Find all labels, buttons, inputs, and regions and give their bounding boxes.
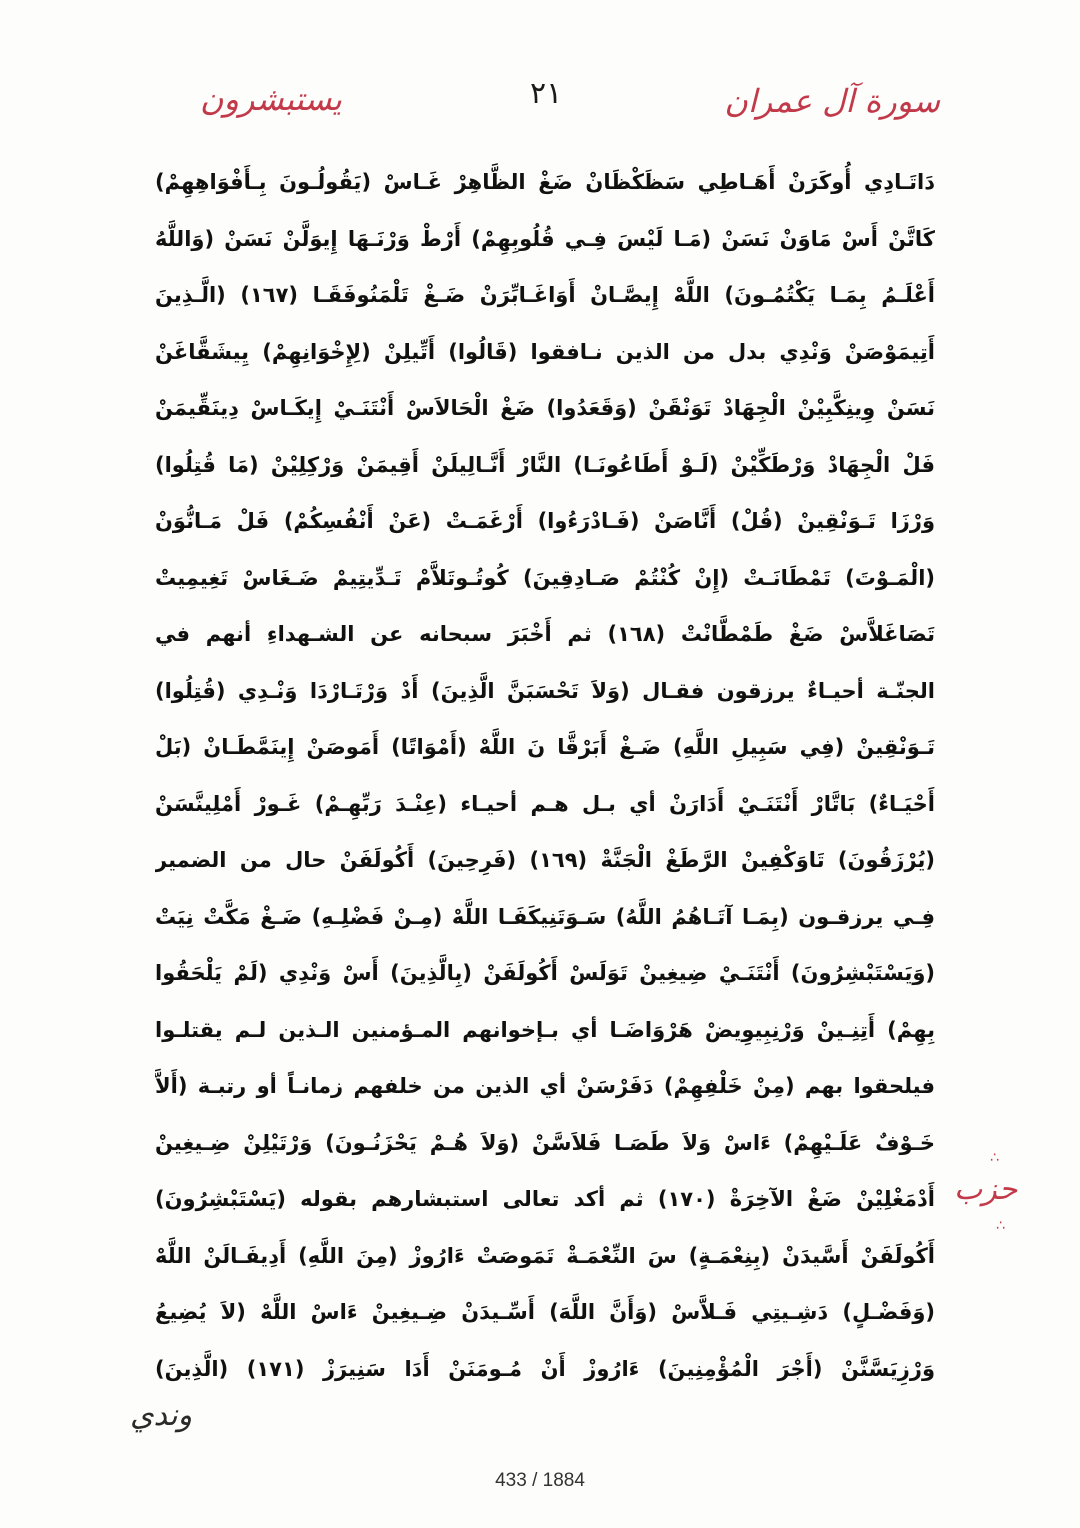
hizb-ornament-icon: ∴ (990, 1150, 999, 1166)
page-number: ٢١ (530, 76, 563, 111)
bottom-catchword: وندي (130, 1398, 193, 1433)
text-line: أَعْلَـمُ بِمَـا يَكْتُمُـونَ) اللَّهْ إِيصَّـانْ أَوَاغَـابِّرَنْ ضَـغْ تَلْمَنُوفَقَـا (١٦٧) (الَّـذِينَ (155, 283, 935, 307)
page-header (190, 70, 950, 140)
hizb-label: حزب (954, 1172, 1018, 1207)
text-line: فِـي يرزقـون (بِمَـا آتَـاهُمُ اللَّهُ) سَـوَتَنِيكَفَـا اللَّهْ (مِـنْ فَضْلِـهِ) ضَـغْ مَكَّتْ نِيَتْ (155, 904, 935, 929)
main-text-block (155, 154, 935, 1397)
text-line: فَلْ الْجِهَادْ وَرْطَكِّيْنْ (لَـوْ أَطَاعُونَـا) النَّارْ أَنَّـالِيلَنْ أَقِيمَنْ وَرْكِلِيْنْ (مَا قُتِلُوا) (155, 452, 935, 477)
text-line: (يُرْزَقُونَ) تَاوَكْفِينْ الرَّطَغْ الْجَنَّةْ (١٦٩) (فَرِحِينَ) أَكُولَفَنْ حال من الضمير (155, 848, 935, 872)
text-line: فيلحقوا بهم (مِنْ خَلْفِهِمْ) دَفَرْسَنْ أي الذين من خلفهم زمانـاً أو رتبـة (أَلاَّ (155, 1074, 935, 1098)
page-counter: 433 / 1884 (495, 1470, 585, 1491)
text-line: وَرْزِيَسَّنَّنْ (أَجْرَ الْمُؤْمِنِينَ) ءَارُوزْ أَنْ مُـومَنَنْ أَدَا سَنِيرَزْ (١٧١) (الَّذِينَ) (155, 1356, 935, 1381)
text-line: أَتِيمَوْصَنْ وَنْدِي بدل من الذين نـافقوا (قَالُوا) أَتِّيلِنْ (لِإِخْوَانِهِمْ) يِيشَقَّاغَنْ (155, 339, 935, 364)
text-line: الجنّـة أحيـاءٌ يرزقون فقـال (وَلاَ تَحْسَبَنَّ الَّذِينَ) أَدْ وَرْتَـارْدَا وَنْـدِي (قُتِلُوا) (155, 678, 935, 703)
text-line: (وَفَضْـلٍ) دَشِـيتِي فَـلاَّسْ (وَأَنَّ اللَّهَ) أَسِّـيدَنْ ضِـيغِينْ ءَاسْ اللَّهْ (لاَ يُضِيعُ (155, 1300, 935, 1324)
text-line: كَاتَّنْ أَسْ مَاوَنْ نَسَنْ (مَـا لَيْسَ فِـي قُلُوبِهِمْ) أَرْطْ وَرْنَـهَا إِيوَلَّنْ نَسَنْ (وَاللَّهُ (155, 226, 935, 251)
text-line: (الْمَـوْتَ) تَمْطَانَـتْ (إِنْ كُنْتُمْ صَـادِقِينَ) كُوتُـوتَلاَّمْ تَـدِّيتِيمْ ضَـغَاسْ تَغِيمِيتْ (155, 565, 935, 590)
text-line: نَسَنْ وِينِكَّبِيْنْ الْجِهَادْ تَوَنْقَنْ (وَقَعَدُوا) ضَغْ الْحَالاَسْ أَنْتَنَـيْ إِيكَـاسْ دِينَقِّيمَنْ (155, 396, 935, 420)
text-line: أَحْيَـاءٌ) بَاتَّارْ أَنْتَنَـيْ أَدَارَنْ أي بـل هـم أحيـاء (عِنْـدَ رَبِّهِـمْ) غَـورْ أَمْلِينَّسَنْ (155, 791, 935, 816)
text-line: أَدْمَغْلِيْنْ ضَغْ الآخِرَةْ (١٧٠) ثم أكد تعالى استبشارهم بقوله (يَسْتَبْشِرُونَ) (155, 1187, 935, 1211)
header-handwritten-catchword: يستبشرون (200, 80, 342, 118)
text-line: خَـوْفٌ عَلَـيْهِمْ) ءَاسْ وَلاَ طَصَـا فَلاَسَّنْ (وَلاَ هُـمْ يَحْزَنُـونَ) وَرْتَيْلِنْ ضِـيغِينْ (155, 1130, 935, 1155)
text-line: تَـوَنْقِينْ (فِي سَبِيلِ اللَّهِ) ضَـغْ أَبَرْقَّا نَ اللَّهْ (أَمْوَاتًا) أَمَوصَنْ إِينَمَّطَـانْ (بَلْ (155, 735, 935, 759)
text-line: (وَيَسْتَبْشِرُونَ) أَنْتَنَـيْ ضِيغِينْ تَوَلَسْ أَكُولَفَنْ (بِالَّذِينَ) أَسْ وَنْدِي (لَمْ يَلْحَقُوا (155, 961, 935, 985)
text-line: دَاتَـادِي أُوكَرَنْ أَهَـاطِي سَظَكْظَانْ ضَغْ الظَّاهِرْ غَـاسْ (يَقُولُـونَ بِـأَفْوَاهِهِمْ) (155, 170, 935, 194)
text-line: تَصَاغَلاَّسْ ضَغْ طَمْطَّانْتْ (١٦٨) ثم أَخْبَرَ سبحانه عن الشـهداءِ أنهم في (155, 622, 935, 646)
margin-hizb-marker (942, 1150, 1052, 1240)
text-line: أَكُولَفَنْ أَسَّيدَنْ (بِنِعْمَـةٍ) سَ النِّعْمَـةْ تَمَوصَتْ ءَارُوزْ (مِنَ اللَّهِ) أَدِيفَـالَنْ اللَّهْ (155, 1243, 935, 1268)
hizb-ornament-icon: ∴ (996, 1218, 1005, 1234)
text-line: وَرْزَا تَـوَنْقِينْ (قُلْ) أَنَّاصَنْ (فَـادْرَءُوا) أَرْغَمَـتْ (عَنْ أَنْفُسِكُمْ) فَلْ مَـانُّوَنْ (155, 509, 935, 533)
header-surah-name: سورة آل عمران (724, 82, 940, 120)
text-line: بِهِمْ) أَتِنِـينْ وَرْنِبِيوِيضْ هَرْوَاضَـا أي بـإخوانهم المـؤمنين الـذين لـم يقتلـوا (155, 1017, 935, 1042)
